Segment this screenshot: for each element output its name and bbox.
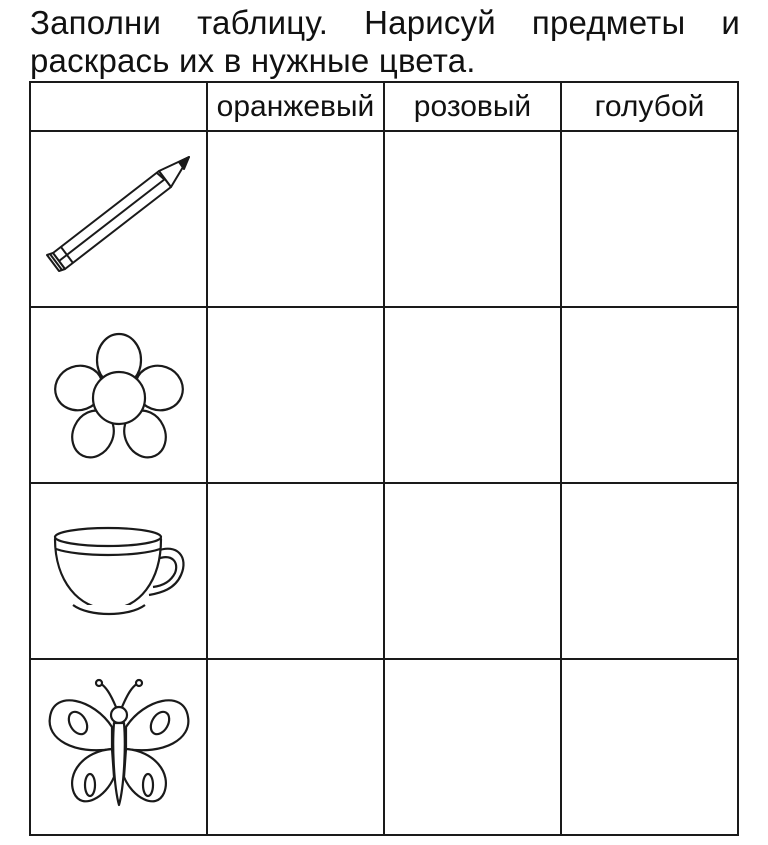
color-cell-pink[interactable] bbox=[384, 307, 561, 483]
table-row-flower bbox=[30, 307, 738, 483]
color-cell-orange[interactable] bbox=[207, 131, 384, 307]
table-row-cup bbox=[30, 483, 738, 659]
color-cell-blue[interactable] bbox=[561, 483, 738, 659]
butterfly-icon bbox=[44, 677, 194, 817]
instruction-word: Нарисуй bbox=[364, 4, 496, 41]
instruction-line-1 bbox=[30, 4, 740, 42]
instruction-word: и bbox=[721, 4, 740, 41]
header-row bbox=[30, 82, 738, 131]
instruction-word: таблицу. bbox=[197, 4, 329, 41]
column-header-pink: розовый bbox=[384, 82, 561, 131]
instruction-word: Заполни bbox=[30, 4, 162, 41]
color-cell-pink[interactable] bbox=[384, 659, 561, 835]
color-cell-blue[interactable] bbox=[561, 659, 738, 835]
item-cell bbox=[30, 659, 207, 835]
item-cell bbox=[30, 483, 207, 659]
color-cell-orange[interactable] bbox=[207, 307, 384, 483]
instruction-line-2: раскрась их в нужные цвета. bbox=[30, 42, 476, 79]
table-row-pencil bbox=[30, 131, 738, 307]
color-cell-blue[interactable] bbox=[561, 307, 738, 483]
pencil-icon bbox=[39, 149, 199, 289]
table-row-butterfly bbox=[30, 659, 738, 835]
instruction-word: предметы bbox=[531, 4, 686, 41]
column-header-orange: оранжевый bbox=[207, 82, 384, 131]
color-cell-orange[interactable] bbox=[207, 659, 384, 835]
color-cell-pink[interactable] bbox=[384, 131, 561, 307]
instruction-text bbox=[30, 4, 740, 80]
color-cell-blue[interactable] bbox=[561, 131, 738, 307]
item-cell bbox=[30, 131, 207, 307]
cup-icon bbox=[49, 521, 189, 621]
column-header-blue: голубой bbox=[561, 82, 738, 131]
corner-cell bbox=[30, 82, 207, 131]
coloring-table bbox=[29, 81, 739, 836]
color-cell-orange[interactable] bbox=[207, 483, 384, 659]
color-cell-pink[interactable] bbox=[384, 483, 561, 659]
item-cell bbox=[30, 307, 207, 483]
flower-icon bbox=[49, 330, 189, 460]
